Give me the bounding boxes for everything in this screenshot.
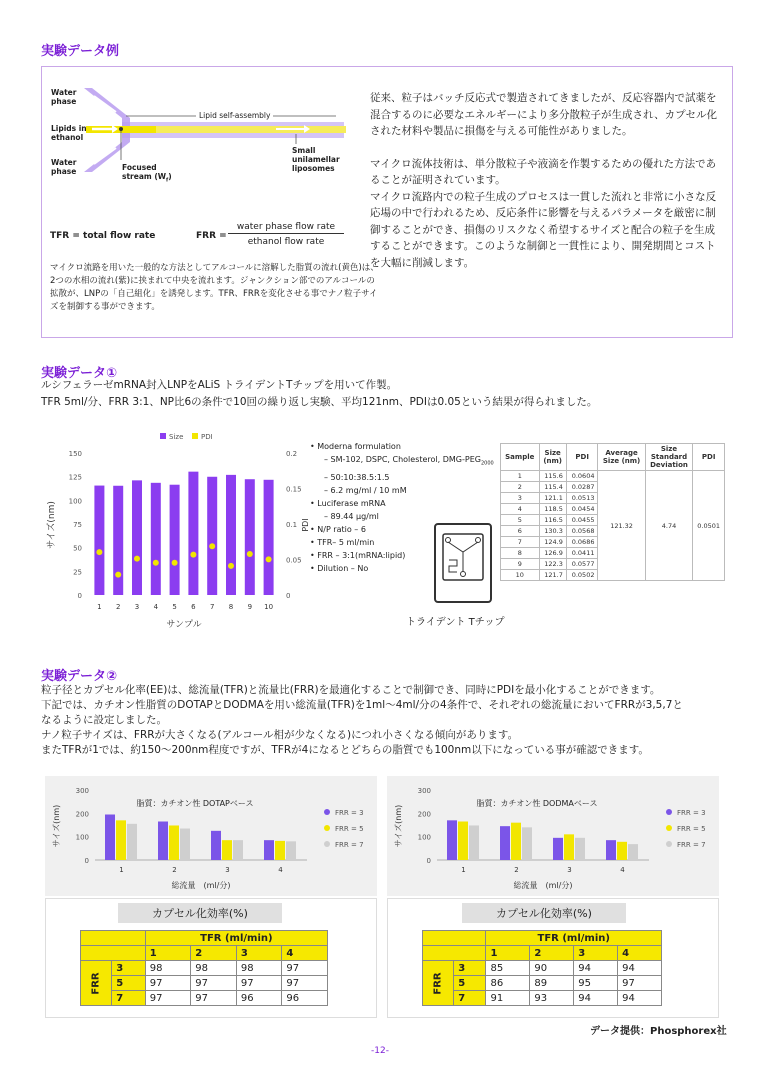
y-tick-label: 0 xyxy=(426,857,431,865)
table-header: Size (nm) xyxy=(539,444,566,471)
table-row: FRR 3 98 98 98 97 xyxy=(81,961,328,976)
formulation-item: – 89.44 µg/ml xyxy=(324,511,379,521)
size-bar xyxy=(188,472,198,595)
y-tick-label: 300 xyxy=(75,787,89,795)
legend-label: FRR = 5 xyxy=(677,825,706,833)
legend-size-swatch xyxy=(160,433,166,439)
dodma-size-chart xyxy=(387,776,719,896)
formulation-item: • Luciferase mRNA xyxy=(310,498,386,508)
summary-cell: 121.32 xyxy=(598,471,645,581)
size-bar xyxy=(628,844,638,860)
intro-paragraph-1: 従来、粒子はバッチ反応式で製造されてきましたが、反応容器内で試薬を混合するのに必要なエネルギーにより多分散粒子が生成され、カプセル化された材料や製品に損傷を与える可能性がありました。 xyxy=(370,92,718,137)
size-bar xyxy=(500,826,510,860)
y-tick-label: 0 xyxy=(77,592,82,600)
table-row: 7 124.9 0.0686 xyxy=(501,537,725,548)
table-header: PDI xyxy=(693,444,725,471)
x-tick-label: 4 xyxy=(620,866,625,874)
size-bar xyxy=(286,841,296,860)
y-axis-label: サイズ(nm) xyxy=(394,804,403,848)
data2-line2: 下記では、カチオン性脂質のDOTAPとDODMAを用い総流量(TFR)を1ml～4ml/分の4条件で、それぞれの総流量においてFRRが3,5,7と xyxy=(41,699,683,711)
y-tick-label: 0 xyxy=(84,857,89,865)
size-bar xyxy=(617,842,627,860)
size-bar xyxy=(158,822,168,861)
size-bar xyxy=(151,483,161,595)
intro-paragraph-3: マイクロ流路内での粒子生成のプロセスは一貫した流れと非常に小さな反応場の中で行われるため、反応条件に影響を与えるパラメータを厳密に制御することができ、損傷のリスクなく希望するサイズと配合の粒子を生成することができます。このような制御と一貫性により、開発期間とコストを大幅に削減します。 xyxy=(370,190,717,269)
y-tick-label: 50 xyxy=(73,544,82,553)
size-bar xyxy=(127,824,137,860)
legend-label: FRR = 3 xyxy=(677,809,706,817)
x-axis-label: サンプル xyxy=(166,620,202,630)
table-row: 4 118.5 0.0454 xyxy=(501,504,725,515)
y-tick-label: 100 xyxy=(75,833,89,842)
x-tick-label: 3 xyxy=(225,866,230,874)
frr-numerator: water phase flow rate xyxy=(228,222,344,234)
intro-paragraph-2: マイクロ流体技術は、単分散粒子や液滴を作製するための優れた方法であることが証明されています。 xyxy=(370,157,717,186)
data1-line1: ルシフェラーゼmRNA封入LNPをALiS トライデントTチップを用いて作製。 xyxy=(41,379,398,391)
table-row: 5 116.5 0.0455 xyxy=(501,515,725,526)
data-credit: データ提供：Phosphorex社 xyxy=(590,1026,727,1037)
size-bar xyxy=(132,480,142,595)
x-tick-label: 7 xyxy=(209,603,215,611)
size-bar xyxy=(105,815,115,861)
table-row: 9 122.3 0.0577 xyxy=(501,559,725,570)
size-bar xyxy=(170,485,180,595)
y2-tick-label: 0.2 xyxy=(286,450,298,458)
y-tick-label: 200 xyxy=(417,810,431,819)
legend-swatch xyxy=(324,825,330,831)
legend-label: FRR = 7 xyxy=(677,841,706,849)
section-title-example: 実験データ例 xyxy=(41,44,120,59)
formulation-item: • Moderna formulation xyxy=(310,442,401,451)
size-bar xyxy=(275,841,285,860)
summary-cell: 4.74 xyxy=(645,471,693,581)
size-bar xyxy=(211,831,221,860)
size-bar xyxy=(522,827,532,860)
ee-title-right: カプセル化効率(%) xyxy=(462,903,626,923)
size-bar xyxy=(264,840,274,860)
pdi-point xyxy=(190,552,196,558)
y-tick-label: 150 xyxy=(68,450,82,458)
water-phase-bottom-label: Water phase xyxy=(51,158,77,176)
y2-axis-label: PDI xyxy=(301,518,310,532)
section-title-data1: 実験データ① xyxy=(41,366,118,381)
size-bar xyxy=(180,829,190,861)
page-number: -12- xyxy=(371,1046,389,1056)
x-tick-label: 8 xyxy=(228,603,234,611)
data2-line4: ナノ粒子サイズは、FRRが大さくなる(アルコール相が少なくなる)につれ小さくなる傾向があります。 xyxy=(41,729,519,741)
pdi-point xyxy=(209,543,215,549)
legend-swatch xyxy=(324,841,330,847)
legend-swatch xyxy=(666,825,672,831)
size-bar xyxy=(222,840,232,860)
size-bar xyxy=(116,820,126,860)
x-tick-label: 5 xyxy=(172,603,177,611)
y-tick-label: 75 xyxy=(73,521,82,529)
x-tick-label: 2 xyxy=(172,866,177,874)
size-pdi-chart xyxy=(40,425,310,635)
x-tick-label: 4 xyxy=(278,866,283,874)
x-tick-label: 10 xyxy=(264,603,274,611)
section-title-data2: 実験データ② xyxy=(41,669,118,684)
x-tick-label: 2 xyxy=(115,603,121,611)
formulation-item: • TFR– 5 ml/min xyxy=(310,537,375,547)
x-tick-label: 6 xyxy=(191,603,196,611)
table-row: 5 86 89 95 97 xyxy=(423,976,662,991)
x-tick-label: 1 xyxy=(119,866,124,874)
y-tick-label: 25 xyxy=(73,568,82,577)
size-bar xyxy=(113,486,123,595)
y-axis-label: サイズ(nm) xyxy=(47,501,57,549)
focused-stream-label: Focused stream $(W_f)$ xyxy=(122,163,172,184)
x-tick-label: 4 xyxy=(153,603,159,611)
sample-table xyxy=(500,443,725,581)
size-bar xyxy=(233,840,243,860)
formulation-item: – 6.2 mg/ml / 10 mM xyxy=(324,485,407,495)
legend-swatch xyxy=(324,809,330,815)
legend-label: FRR = 7 xyxy=(335,841,364,849)
summary-cell: 0.0501 xyxy=(693,471,725,581)
y2-tick-label: 0.1 xyxy=(286,521,298,529)
legend-size-label: Size xyxy=(169,433,184,441)
formulation-item: • Dilution – No xyxy=(310,563,369,573)
table-row: 10 121.7 0.0502 xyxy=(501,570,725,581)
y-tick-label: 300 xyxy=(417,787,431,795)
formulation-item: – 50:10:38.5:1.5 xyxy=(324,472,390,482)
size-bar xyxy=(606,840,616,860)
diagram-note: マイクロ流路を用いた一般的な方法としてアルコールに溶解した脂質の流れ(黄色)は、2つの水相の流れ(紫)に挟まれて中央を流れます。ジャンクション部でのアルコールの拡散が、LNPの「自己組化」を誘発します。TFR、FRRを変化させる事でナノ粒子サイズを制御する事ができます。 xyxy=(50,263,379,312)
data2-line3: なるように設定しました。 xyxy=(41,714,167,726)
lipids-label: Lipids in ethanol xyxy=(51,124,87,142)
tfr-header: TFR (ml/min) xyxy=(145,931,327,946)
chip-label: トライデント Tチップ xyxy=(406,617,505,628)
pdi-point xyxy=(172,560,178,566)
table-row: 3 121.1 0.0513 xyxy=(501,493,725,504)
frr-denominator: ethanol flow rate xyxy=(247,237,325,247)
legend-swatch xyxy=(666,809,672,815)
size-bar xyxy=(207,477,217,595)
legend-swatch xyxy=(666,841,672,847)
size-bar xyxy=(469,825,479,860)
pdi-point xyxy=(96,549,102,555)
x-axis-label: 総流量 (ml/分) xyxy=(513,881,573,890)
table-row: 2 115.4 0.0287 xyxy=(501,482,725,493)
dotap-size-chart xyxy=(45,776,377,896)
table-row: 5 97 97 97 97 xyxy=(81,976,328,991)
legend-pdi-swatch xyxy=(192,433,198,439)
table-header: PDI xyxy=(566,444,598,471)
pdi-point xyxy=(134,556,140,562)
tfr-definition: TFR = total flow rate xyxy=(50,231,156,241)
pdi-point xyxy=(115,572,121,578)
small-liposomes-label: Small unilamellar liposomes xyxy=(292,146,340,173)
water-phase-top-label: Water phase xyxy=(51,88,77,106)
size-bar xyxy=(553,838,563,860)
formulation-item: • N/P ratio – 6 xyxy=(310,524,366,534)
table-row: FRR 3 85 90 94 94 xyxy=(423,961,662,976)
trident-chip-icon xyxy=(433,522,493,604)
pdi-point xyxy=(228,563,234,569)
ee-table-dotap: TFR (ml/min) 1 2 3 4 FRR 3 98 98 98 97 5 97 97 97 97 7 97 97 96 96 xyxy=(80,930,328,1006)
data2-text xyxy=(41,683,741,758)
y2-tick-label: 0.15 xyxy=(286,485,302,494)
legend-label: FRR = 3 xyxy=(335,809,364,817)
size-bar xyxy=(458,822,468,861)
x-tick-label: 2 xyxy=(514,866,519,874)
x-tick-label: 9 xyxy=(247,603,253,611)
table-header: Average Size (nm) xyxy=(598,444,645,471)
size-bar xyxy=(94,486,104,595)
x-tick-label: 3 xyxy=(567,866,572,874)
frr-label: FRR = xyxy=(196,231,227,241)
table-row: 6 130.3 0.0568 xyxy=(501,526,725,537)
y-axis-label: サイズ(nm) xyxy=(52,804,61,848)
chart-title: 脂質：カチオン性 DODMAベース xyxy=(476,799,598,808)
x-axis-label: 総流量 (ml/分) xyxy=(171,881,231,890)
size-bar xyxy=(575,838,585,860)
size-bar xyxy=(447,820,457,860)
size-bar xyxy=(264,480,274,595)
frr-label: FRR xyxy=(81,961,112,1006)
y2-tick-label: 0 xyxy=(286,592,291,600)
intro-text xyxy=(370,90,720,287)
frr-label: FRR xyxy=(423,961,454,1006)
data2-line1: 粒子径とカプセル化率(EE)は、総流量(TFR)と流量比(FRR)を最適化することで制御でき、同時にPDIを最小化することができます。 xyxy=(41,684,661,696)
data2-line5: またTFRが1では、約150～200nm程度ですが、TFRが4になるとどちらの脂質でも100nm以下になっている事が確認できます。 xyxy=(41,744,649,756)
table-row: 7 91 93 94 94 xyxy=(423,991,662,1006)
legend-label: FRR = 5 xyxy=(335,825,364,833)
ee-title-left: カプセル化効率(%) xyxy=(118,903,282,923)
table-header: Sample xyxy=(501,444,540,471)
pdi-point xyxy=(153,560,159,566)
y-tick-label: 100 xyxy=(68,497,82,506)
size-bar xyxy=(564,834,574,860)
table-row: 8 126.9 0.0411 xyxy=(501,548,725,559)
pdi-point xyxy=(247,551,253,557)
size-bar xyxy=(169,825,179,860)
x-tick-label: 3 xyxy=(134,603,140,611)
legend-pdi-label: PDI xyxy=(201,433,213,441)
formulation-item: • FRR – 3:1(mRNA:lipid) xyxy=(310,550,406,560)
size-bar xyxy=(511,823,521,860)
pdi-point xyxy=(266,556,272,562)
ee-table-dodma: TFR (ml/min) 1 2 3 4 FRR 3 85 90 94 94 5 86 89 95 97 7 91 93 94 94 xyxy=(422,930,662,1006)
x-tick-label: 1 xyxy=(461,866,466,874)
y-tick-label: 200 xyxy=(75,810,89,819)
data1-line2: TFR 5ml/分、FRR 3:1、NP比6の条件で10回の繰り返し実験、平均121nm、PDIは0.05という結果が得られました。 xyxy=(41,396,598,408)
table-header: Size Standard Deviation xyxy=(645,444,693,471)
y-tick-label: 125 xyxy=(68,473,82,482)
table-row: 7 97 97 96 96 xyxy=(81,991,328,1006)
lipid-self-assembly-label: Lipid self-assembly xyxy=(196,111,273,120)
tfr-header: TFR (ml/min) xyxy=(486,931,662,946)
table-row: 1 115.6 0.0604 121.32 4.74 0.0501 xyxy=(501,471,725,482)
y-tick-label: 100 xyxy=(417,833,431,842)
formulation-item: – SM-102, DSPC, Cholesterol, DMG-$PEG_{2000}$ xyxy=(324,455,494,467)
size-bar xyxy=(245,479,255,595)
y2-tick-label: 0.05 xyxy=(286,556,302,565)
chart-title: 脂質：カチオン性 DOTAPベース xyxy=(136,799,254,808)
size-bar xyxy=(226,475,236,595)
x-tick-label: 1 xyxy=(97,603,102,611)
